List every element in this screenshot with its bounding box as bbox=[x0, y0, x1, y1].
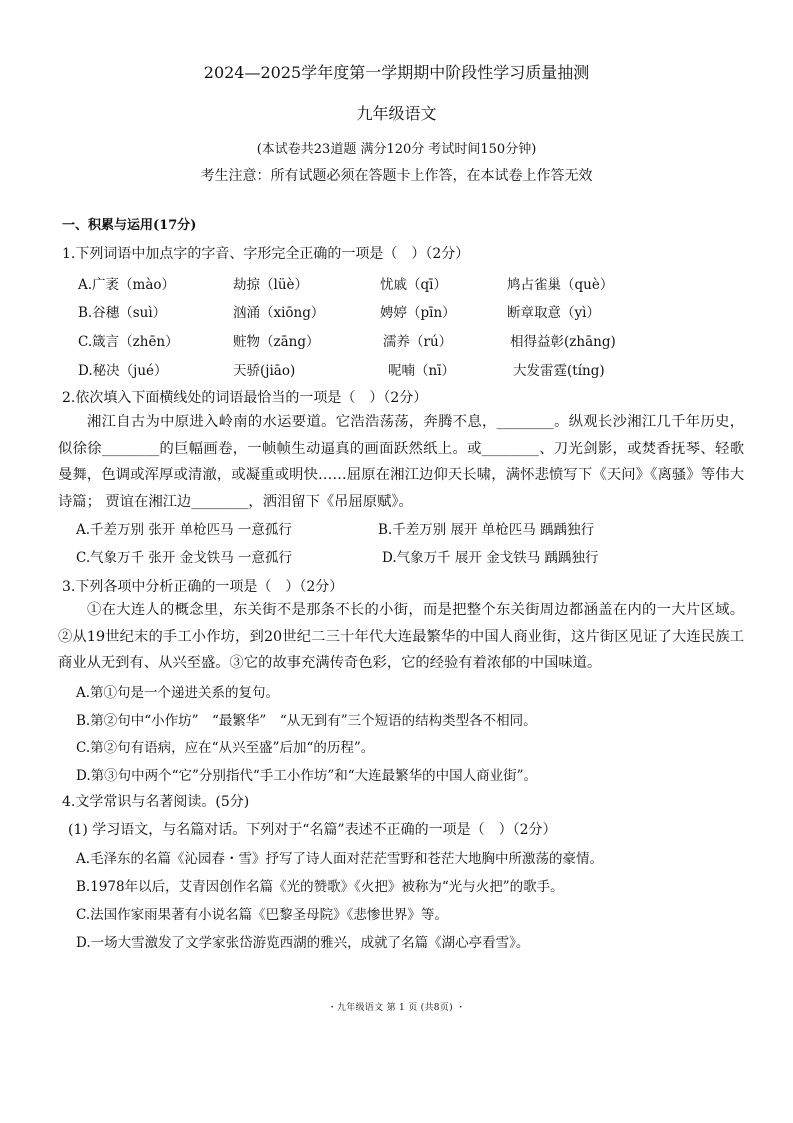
q1-option-d-2: 天骄(jiāo) bbox=[233, 363, 296, 379]
question-4-stem: 4.文学常识与名著阅读。(5分) bbox=[62, 794, 250, 810]
q2-option-d: D.气象万千 展开 金戈铁马 踽踽独行 bbox=[382, 550, 599, 566]
q1-option-b-4: 断章取意（yì） bbox=[507, 305, 600, 321]
subject-title: 九年级语文 bbox=[356, 104, 437, 123]
q2-option-b: B.千差万别 展开 单枪匹马 踽踽独行 bbox=[378, 522, 595, 538]
page-footer: ・九年级语文 第 1 页 (共8页) ・ bbox=[327, 1003, 466, 1013]
question-4-sub1: (1) 学习语文，与名篇对话。下列对于“名篇”表述不正确的一项是（ ）（2分） bbox=[68, 822, 557, 838]
q1-option-a-4: 鸠占雀巢（què） bbox=[507, 277, 614, 293]
q1-option-c-3: 濡养（rú） bbox=[383, 334, 453, 350]
q1-option-c-2: 赃物（zāng） bbox=[233, 334, 320, 350]
q4-option-c: C.法国作家雨果著有小说名篇《巴黎圣母院》《悲惨世界》等。 bbox=[76, 907, 448, 923]
section-heading: 一、积累与运用(17分) bbox=[62, 218, 197, 233]
q2-option-a: A.千差万别 张开 单枪匹马 一意孤行 bbox=[76, 522, 292, 538]
q3-option-d: D.第③句中两个“它”分别指代“手工小作坊”和“大连最繁华的中国人商业街”。 bbox=[76, 768, 538, 784]
exam-info: (本试卷共23道题 满分120分 考试时间150分钟) bbox=[256, 142, 537, 157]
q1-option-d-3: 呢喃（nī） bbox=[388, 363, 456, 379]
q4-option-d: D.一场大雪激发了文学家张岱游览西湖的雅兴，成就了名篇《湖心亭看雪》。 bbox=[76, 935, 530, 951]
q1-option-b-1: B.谷穗（suì） bbox=[78, 305, 167, 321]
q3-option-a: A.第①句是一个递进关系的复句。 bbox=[76, 685, 280, 701]
q1-option-a-1: A.广袤（mào） bbox=[78, 277, 176, 293]
q1-option-d-4: 大发雷霆(tíng) bbox=[513, 363, 605, 379]
q2-option-c: C.气象万千 张开 金戈铁马 一意孤行 bbox=[76, 550, 293, 566]
q1-option-a-3: 忧戚（qī） bbox=[380, 277, 447, 293]
exam-notice: 考生注意：所有试题必须在答题卡上作答，在本试卷上作答无效 bbox=[200, 168, 593, 184]
q4-option-a: A.毛泽东的名篇《沁园春・雪》抒写了诗人面对茫茫雪野和苍茫大地胸中所激荡的豪情。 bbox=[76, 851, 604, 867]
q1-option-b-2: 汹涌（xiōng） bbox=[233, 305, 325, 321]
q3-option-c: C.第②句有语病，应在“从兴至盛”后加“的历程”。 bbox=[76, 740, 375, 756]
q1-option-d-1: D.秘决（jué） bbox=[78, 363, 168, 379]
q1-option-c-1: C.箴言（zhēn） bbox=[78, 334, 179, 350]
q1-option-a-2: 劫掠（lüè） bbox=[233, 277, 309, 293]
q3-option-b: B.第②句中“小作坊” “最繁华” “从无到有”三个短语的结构类型各不相同。 bbox=[76, 713, 537, 729]
q4-option-b: B.1978年以后，艾青因创作名篇《光的赞歌》《火把》被称为“光与火把”的歌手。 bbox=[76, 879, 564, 895]
exam-title: 2024—2025学年度第一学期期中阶段性学习质量抽测 bbox=[203, 63, 590, 82]
question-3-passage: ①在大连人的概念里，东关街不是那条不长的小街，而是把整个东关街周边都涵盖在内的一大片区域。②从19世纪末的手工小作坊，到20世纪二三十年代大连最繁华的中国人商业街，这片街区见证了大连民族工商业从无到有、从兴至盛。③它的故事充满传奇色彩，它的经验有着浓郁的中国味道。 bbox=[58, 602, 744, 671]
question-2-passage: 湘江自古为中原进入岭南的水运要道。它浩浩荡荡，奔腾不息，________。纵观长沙湘江几千年历史，似徐徐________的巨幅画卷，一帧帧生动逼真的画面跃然纸上。或________、刀光剑影，或焚香抚琴、轻歌曼舞，色调或浑厚或清澈，或凝重或明快……屈原在湘江边仰天长啸，满怀悲愤写下《天问》《离骚》等伟大诗篇； 贾谊在湘江边________，洒泪留下《吊屈原赋》。 bbox=[58, 414, 744, 510]
question-2-stem: 2.依次填入下面横线处的词语最恰当的一项是（ ）（2分） bbox=[62, 390, 428, 406]
q1-option-b-3: 娉婷（pīn） bbox=[380, 305, 456, 321]
q1-option-c-4: 相得益彰(zhāng) bbox=[510, 334, 616, 350]
question-3-stem: 3.下列各项中分析正确的一项是（ ）（2分） bbox=[62, 579, 344, 595]
question-1-stem: 1.下列词语中加点字的字音、字形完全正确的一项是（ ）（2分） bbox=[62, 246, 470, 262]
